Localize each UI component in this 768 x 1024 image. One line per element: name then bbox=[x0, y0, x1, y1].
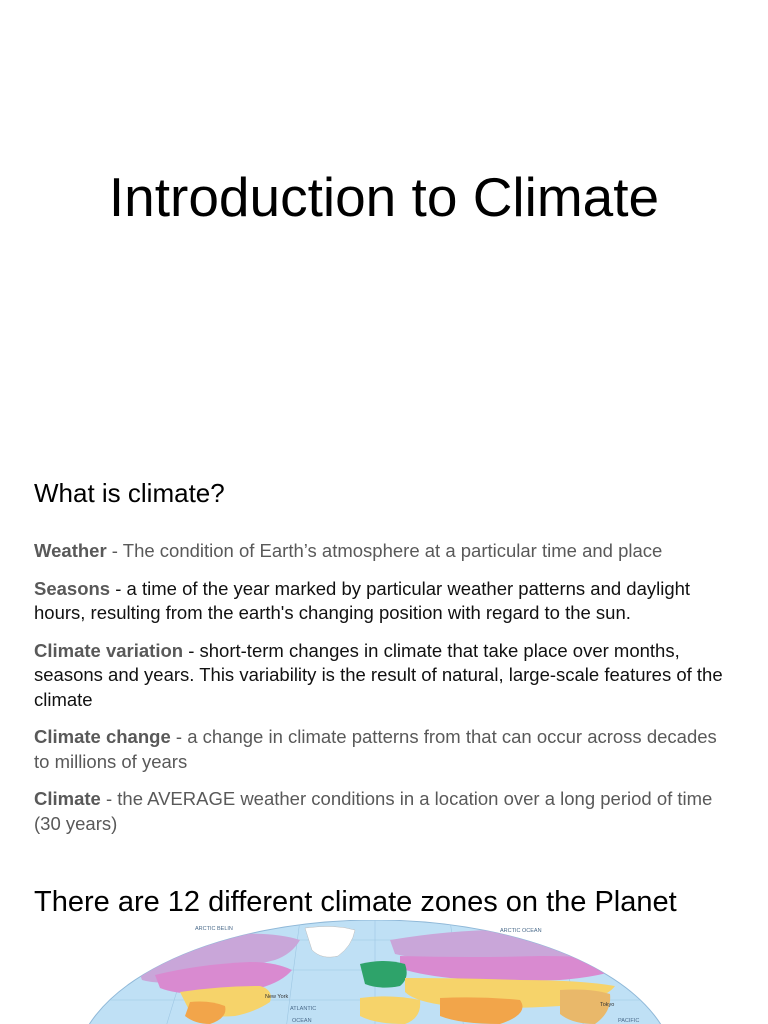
definition-text: - The condition of Earth’s atmosphere at a particular time and place bbox=[106, 540, 663, 561]
map-label-arctic-belin: ARCTIC BELIN bbox=[195, 926, 233, 932]
term-climate-change: Climate change bbox=[34, 726, 171, 747]
definition-text: - a time of the year marked by particular weather patterns and daylight hours, resulting from the earth's changing position with regard to the sun. bbox=[34, 577, 691, 623]
definition-seasons bbox=[34, 577, 734, 626]
definition-climate-variation bbox=[34, 639, 734, 713]
term-seasons: Seasons bbox=[34, 577, 111, 599]
definition-text: - the AVERAGE weather conditions in a location over a long period of time (30 years) bbox=[34, 788, 713, 834]
map-label-ocean: OCEAN bbox=[292, 1018, 312, 1024]
definition-climate-change bbox=[34, 725, 734, 774]
map-label-tokyo: Tokyo bbox=[600, 1002, 615, 1008]
map-label-atlantic: ATLANTIC bbox=[290, 1006, 317, 1012]
definition-text: - a change in climate patterns from that can occur across decades to millions of years bbox=[34, 726, 717, 772]
definition-weather bbox=[34, 539, 734, 564]
section-heading-climate-zones: There are 12 different climate zones on the Planet bbox=[34, 886, 677, 918]
map-label-pacific: PACIFIC bbox=[618, 1018, 640, 1024]
map-label-arctic-ocean: ARCTIC OCEAN bbox=[500, 928, 542, 934]
term-climate-variation: Climate variation bbox=[34, 639, 184, 661]
climate-zone-map bbox=[60, 920, 690, 1024]
map-europe-temperate bbox=[360, 961, 407, 988]
term-weather: Weather bbox=[34, 540, 107, 561]
term-climate: Climate bbox=[34, 788, 101, 809]
definition-text: - short-term changes in climate that take place over months, seasons and years. This variability is the result of natural, large-scale features of the climate bbox=[34, 639, 723, 710]
section-heading-what-is-climate: What is climate? bbox=[34, 478, 225, 508]
definition-climate bbox=[34, 787, 734, 836]
map-label-new-york: New York bbox=[265, 994, 289, 1000]
page-title: Introduction to Climate bbox=[108, 166, 660, 228]
climate-map-svg bbox=[60, 920, 690, 1024]
definitions-list bbox=[34, 539, 734, 849]
